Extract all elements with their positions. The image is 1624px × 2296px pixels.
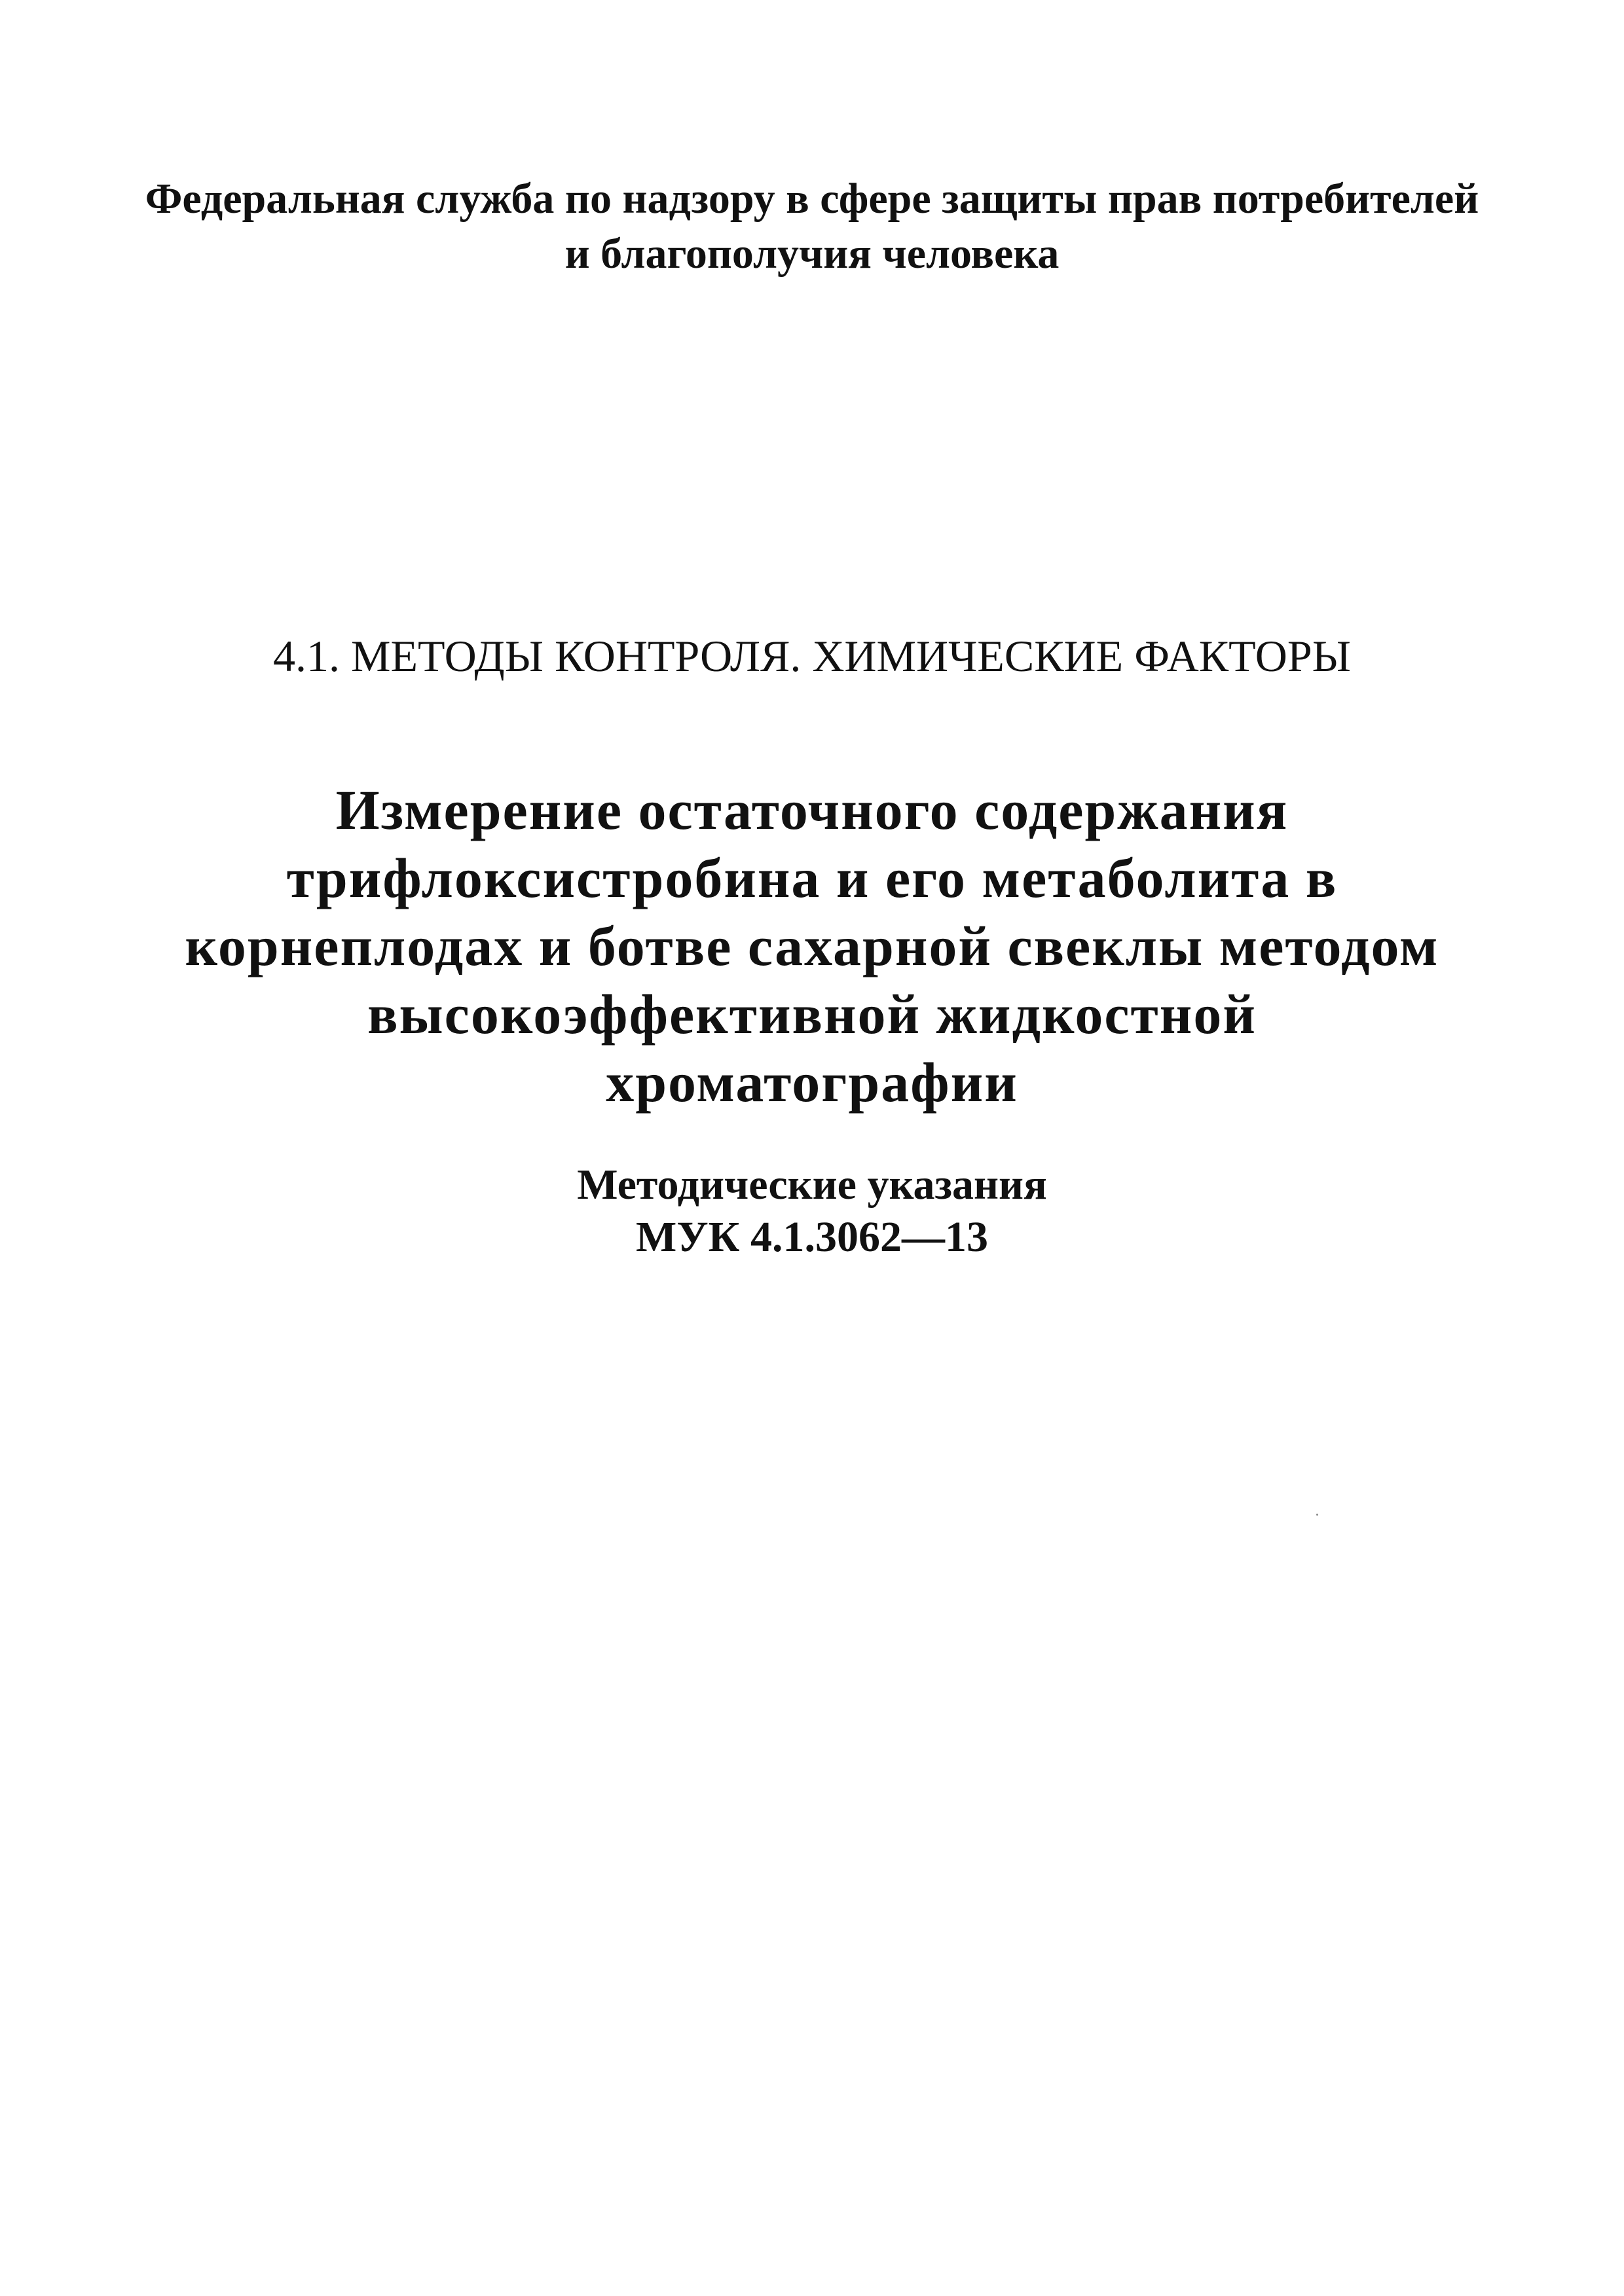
agency-header — [0, 172, 1624, 282]
scan-speck — [1316, 1514, 1318, 1516]
title-line: корнеплодах и ботве сахарной свеклы методом — [185, 915, 1439, 977]
title-line: трифлоксистробина и его метаболита в — [286, 847, 1338, 909]
document-title — [0, 776, 1624, 1116]
title-line: хроматографии — [606, 1051, 1018, 1114]
document-type-label: Методические указания — [577, 1161, 1047, 1209]
section-heading: 4.1. МЕТОДЫ КОНТРОЛЯ. ХИМИЧЕСКИЕ ФАКТОРЫ — [273, 631, 1351, 681]
document-code: МУК 4.1.3062—13 — [635, 1213, 989, 1261]
document-type — [0, 1159, 1624, 1264]
title-line: высокоэффективной жидкостной — [367, 983, 1257, 1046]
agency-line-1: Федеральная служба по надзору в сфере защиты прав потребителей — [145, 175, 1479, 223]
title-line: Измерение остаточного содержания — [335, 778, 1289, 841]
agency-line-2: и благополучия человека — [564, 230, 1060, 278]
